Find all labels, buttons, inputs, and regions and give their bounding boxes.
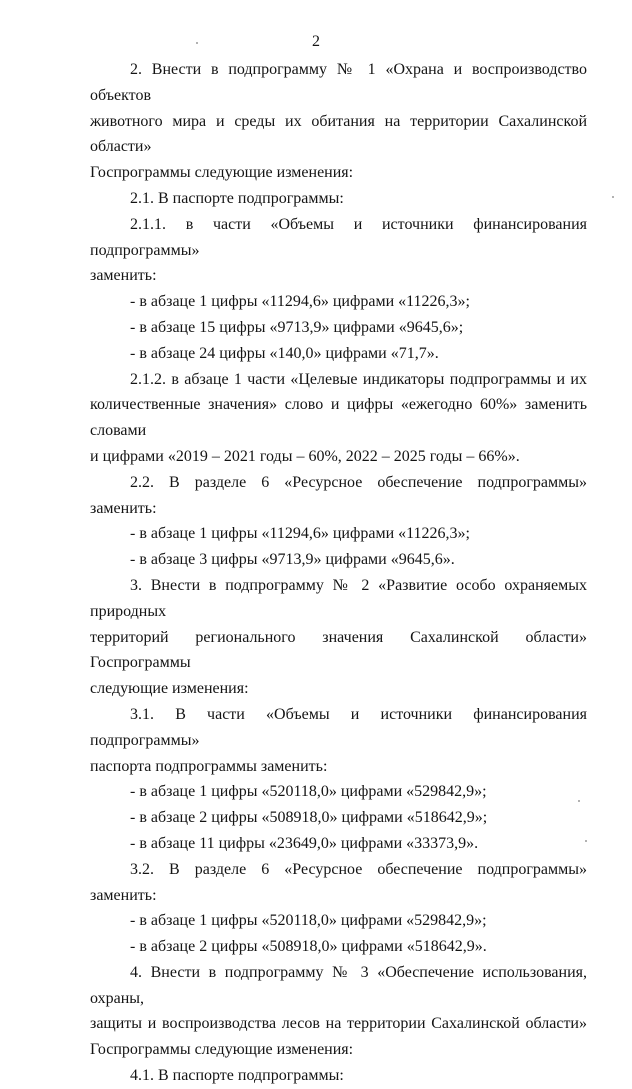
- paragraph-amend-subprogram-3: [90, 960, 587, 1063]
- text-line: 2.1.1. в части «Объемы и источники финансирования подпрограммы»: [90, 215, 587, 259]
- text-line: Госпрограммы следующие изменения:: [90, 1041, 354, 1059]
- text-line: 3. Внести в подпрограмму № 2 «Развитие особо охраняемых природных: [90, 576, 587, 620]
- text-line: и цифрами «2019 – 2021 годы – 60%, 2022 – 2025 годы – 66%».: [90, 447, 520, 465]
- text-line: паспорта подпрограммы заменить:: [90, 757, 328, 775]
- text-line: 4. Внести в подпрограмму № 3 «Обеспечение использования, охраны,: [90, 963, 587, 1007]
- scan-speck: [612, 196, 614, 198]
- text-line: защиты и воспроизводства лесов на территории Сахалинской области»: [90, 1015, 587, 1033]
- paragraph-2-2: 2.2. В разделе 6 «Ресурсное обеспечение подпрограммы» заменить:: [90, 473, 587, 517]
- scan-speck: [196, 42, 198, 44]
- list-item: - в абзаце 1 цифры «520118,0» цифрами «529842,9»;: [130, 783, 487, 801]
- page-number: 2: [312, 33, 320, 50]
- list-item: - в абзаце 1 цифры «11294,6» цифрами «11226,3»;: [130, 525, 470, 543]
- text-line: количественные значения» слово и цифры «ежегодно 60%» заменить словами: [90, 396, 587, 440]
- document-body: [90, 57, 587, 1089]
- text-line: 2. Внести в подпрограмму № 1 «Охрана и воспроизводство объектов: [90, 61, 587, 104]
- text-line: заменить:: [90, 267, 157, 285]
- text-line: Госпрограммы следующие изменения:: [90, 164, 354, 182]
- list-item: - в абзаце 15 цифры «9713,9» цифрами «9645,6»;: [130, 318, 464, 336]
- text-line: животного мира и среды их обитания на территории Сахалинской области»: [90, 112, 587, 156]
- text-line: 2.1.2. в абзаце 1 части «Целевые индикаторы подпрограммы и их: [130, 370, 587, 388]
- scan-speck: [578, 800, 580, 802]
- paragraph-amend-subprogram-1: [90, 57, 587, 186]
- paragraph-2-1-1: [90, 212, 587, 289]
- list-item: - в абзаце 2 цифры «508918,0» цифрами «518642,9»;: [130, 809, 488, 827]
- paragraph-3-1: [90, 702, 587, 779]
- paragraph-2-1: 2.1. В паспорте подпрограммы:: [130, 189, 344, 207]
- scan-speck: [585, 840, 587, 842]
- list-item: - в абзаце 3 цифры «9713,9» цифрами «9645,6».: [130, 551, 455, 569]
- list-item: - в абзаце 1 цифры «520118,0» цифрами «529842,9»;: [130, 912, 487, 930]
- text-line: территорий регионального значения Сахалинской области» Госпрограммы: [90, 628, 587, 672]
- list-item: - в абзаце 11 цифры «23649,0» цифрами «33373,9».: [130, 834, 479, 852]
- text-line: 3.1. В части «Объемы и источники финансирования подпрограммы»: [90, 705, 587, 749]
- list-item: - в абзаце 2 цифры «508918,0» цифрами «518642,9».: [130, 938, 487, 956]
- paragraph-amend-subprogram-2: [90, 573, 587, 702]
- text-line: следующие изменения:: [90, 680, 249, 698]
- paragraph-4-1: 4.1. В паспорте подпрограммы:: [130, 1067, 344, 1085]
- paragraph-3-2: 3.2. В разделе 6 «Ресурсное обеспечение подпрограммы» заменить:: [90, 860, 587, 904]
- list-item: - в абзаце 24 цифры «140,0» цифрами «71,7».: [130, 344, 439, 362]
- list-item: - в абзаце 1 цифры «11294,6» цифрами «11226,3»;: [130, 293, 470, 311]
- paragraph-2-1-2: [90, 367, 587, 470]
